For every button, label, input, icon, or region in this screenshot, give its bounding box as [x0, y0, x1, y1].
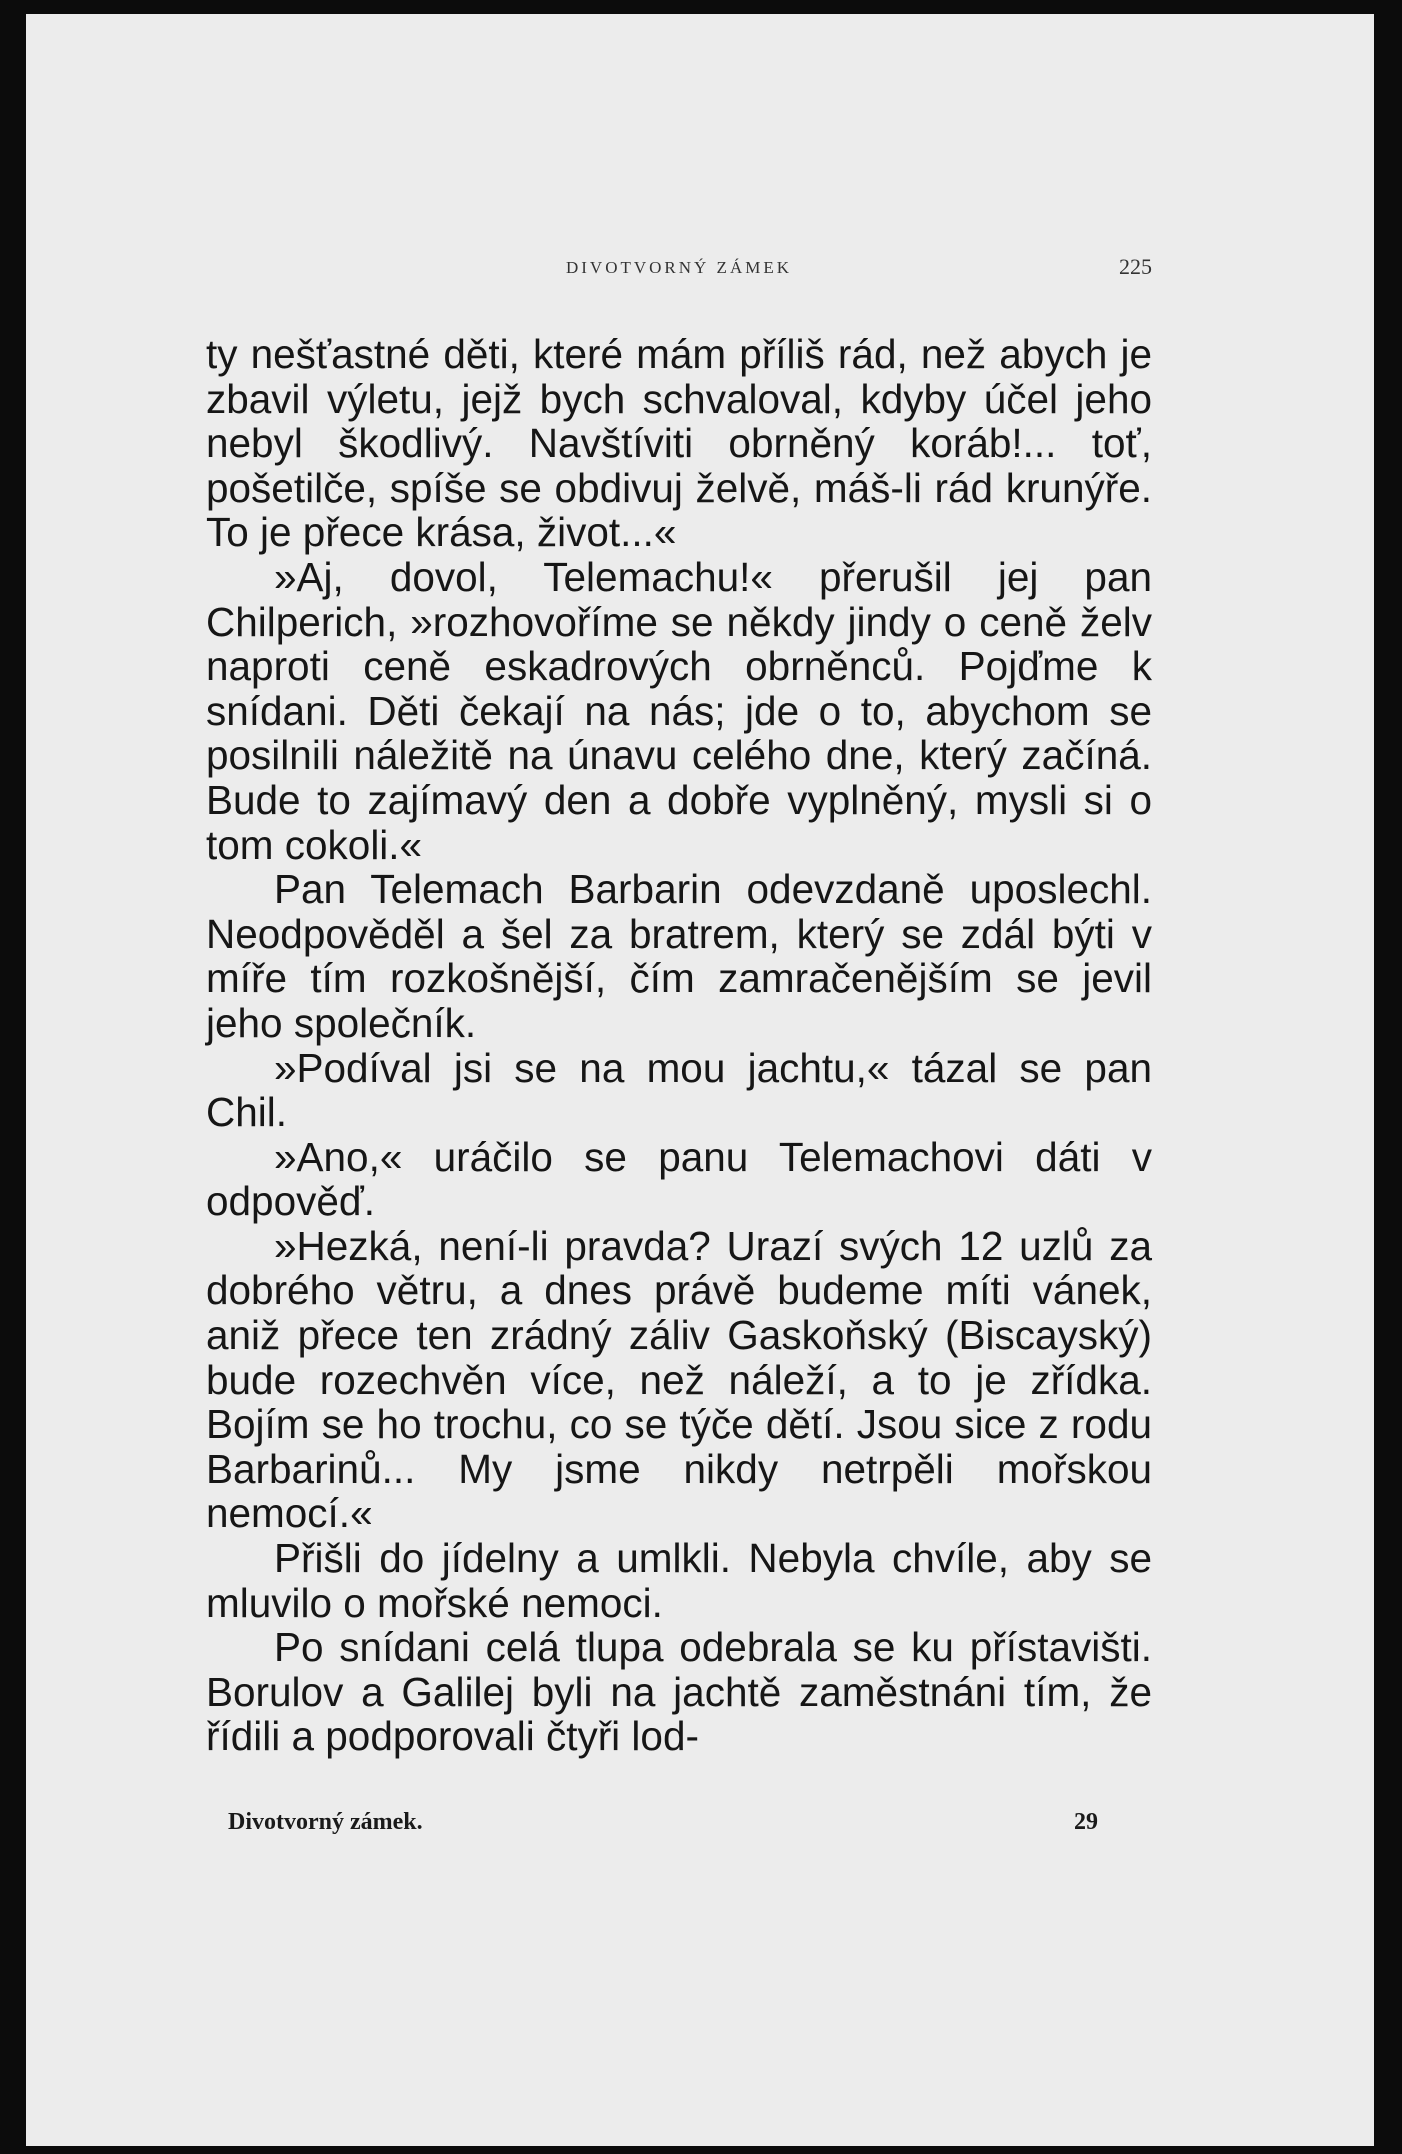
footer-book-title: Divotvorný zámek. — [228, 1809, 423, 1835]
page-number: 225 — [1119, 254, 1152, 279]
paragraph: Pan Telemach Barbarin odevzdaně uposlechl. Neodpověděl a šel za bratrem, který se zdál býti v míře tím rozkošnější, čím zamračenějším se jevil jeho společník. — [206, 866, 1152, 1046]
book-page — [26, 14, 1374, 2146]
paragraph: »Aj, dovol, Telemachu!« přerušil jej pan Chilperich, »rozhovoříme se někdy jindy o ceně želv naproti ceně eskadrových obrněnců. Pojďme k snídani. Děti čekají na nás; jde o to, abychom se posilnili náležitě na únavu celého dne, který začíná. Bude to zajímavý den a dobře vyplněný, mysli si o tom cokoli.« — [206, 553, 1152, 868]
printer-signature: 29 — [1074, 1809, 1098, 1835]
body-text — [206, 332, 1152, 1759]
paragraph: ty nešťastné děti, které mám příliš rád, než abych je zbavil výletu, jejž bych schvaloval, kdyby účel jeho nebyl škodlivý. Navštíviti obrněný koráb!... toť, pošetilče, spíše se obdivuj želvě, máš-li rád krunýře. To je přece krása, život...« — [206, 331, 1152, 556]
paragraph: »Ano,« uráčilo se panu Telemachovi dáti v odpověď. — [206, 1133, 1152, 1225]
page-footer — [228, 1809, 1098, 1845]
paragraph: Po snídani celá tlupa odebrala se ku přístavišti. Borulov a Galilej byli na jachtě zaměstnáni tím, že řídili a podporovali čtyři lod- — [206, 1624, 1152, 1760]
paragraph: »Hezká, není-li pravda? Urazí svých 12 uzlů za dobrého větru, a dnes právě budeme míti vánek, aniž přece ten zrádný záliv Gaskoňský (Biscayský) bude rozechvěn více, než náleží, a to je zřídka. Bojím se ho trochu, co se týče dětí. Jsou sice z rodu Barbarinů... My jsme nikdy netrpěli mořskou nemocí.« — [206, 1222, 1152, 1537]
running-head — [206, 250, 1152, 284]
paragraph: »Podíval jsi se na mou jachtu,« tázal se pan Chil. — [206, 1044, 1152, 1136]
running-head-title: DIVOTVORNÝ ZÁMEK — [565, 258, 792, 277]
paragraph: Přišli do jídelny a umlkli. Nebyla chvíle, aby se mluvilo o mořské nemoci. — [206, 1535, 1152, 1626]
